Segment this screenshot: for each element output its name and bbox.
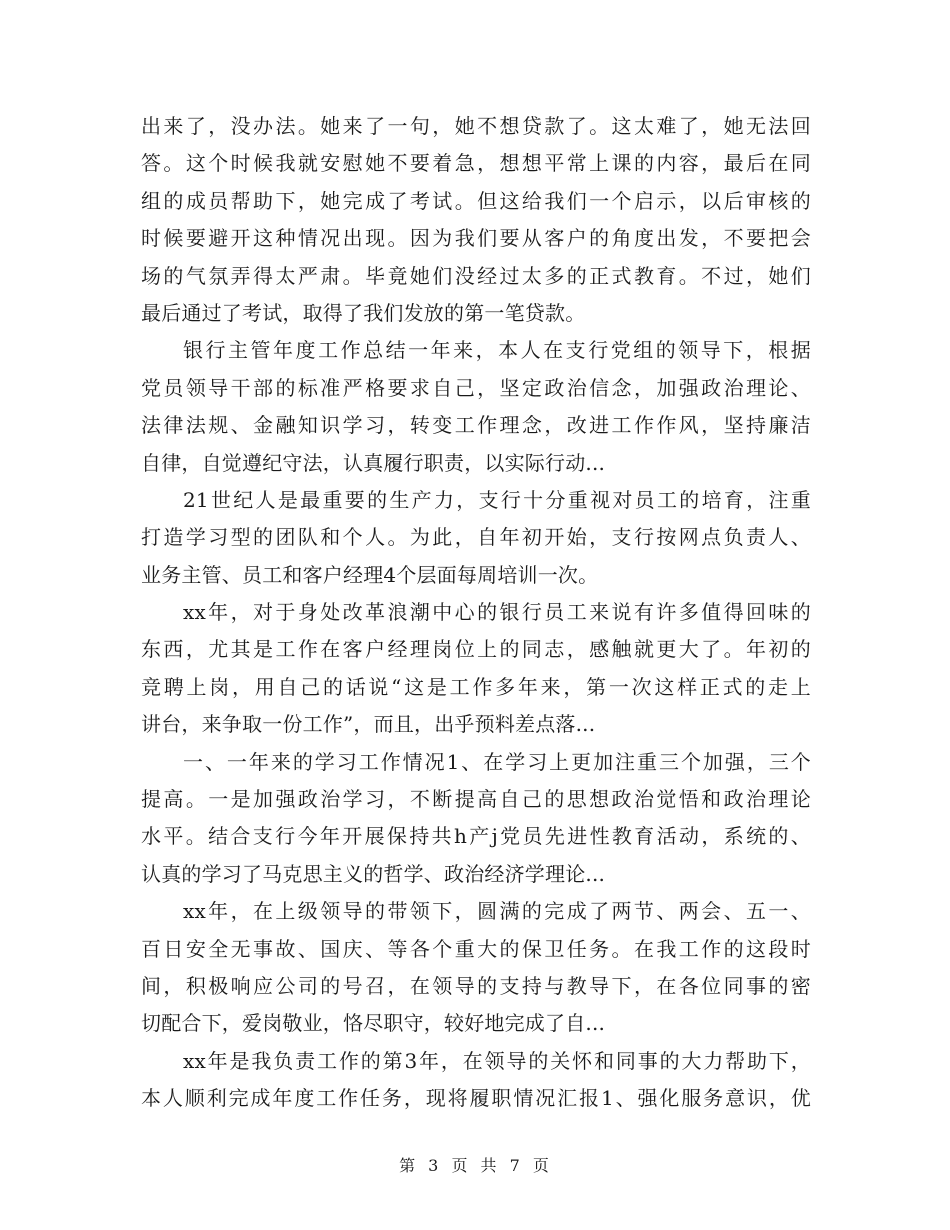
text-line: 法律法规、金融知识学习，转变工作理念，改进工作作风，坚持廉洁 — [141, 413, 811, 438]
text-line: 自律，自觉遵纪守法，认真履行职责，以实际行动... — [141, 450, 606, 475]
text-line: xx年是我负责工作的第3年，在领导的关怀和同事的大力帮助下， — [183, 1048, 811, 1073]
text-line: 东西，尤其是工作在客户经理岗位上的同志，感触就更大了。年初的 — [141, 637, 811, 662]
text-line: 打造学习型的团队和个人。为此，自年初开始，支行按网点负责人、 — [141, 525, 811, 550]
text-line: 讲台，来争取一份工作”，而且，出乎预料差点落... — [141, 712, 596, 737]
text-line: 水平。结合支行今年开展保持共h产j党员先进性教育活动，系统的、 — [141, 824, 811, 849]
text-line: 时候要避开这种情况出现。因为我们要从客户的角度出发，不要把会 — [141, 226, 811, 251]
text-line: 一、一年来的学习工作情况1、在学习上更加注重三个加强，三个 — [183, 749, 811, 774]
text-line: 组的成员帮助下，她完成了考试。但这给我们一个启示，以后审核的 — [141, 188, 811, 213]
text-line: 提高。一是加强政治学习，不断提高自己的思想政治觉悟和政治理论 — [141, 787, 811, 812]
text-line: 答。这个时候我就安慰她不要着急，想想平常上课的内容，最后在同 — [141, 151, 811, 176]
text-line: 认真的学习了马克思主义的哲学、政治经济学理论... — [141, 861, 606, 886]
text-line: 间，积极响应公司的号召，在领导的支持与教导下，在各位同事的密 — [141, 973, 811, 998]
paragraph — [141, 332, 811, 482]
text-line: 竞聘上岗，用自己的话说“这是工作多年来，第一次这样正式的走上 — [141, 674, 811, 699]
page-number-footer: 第 3 页 共 7 页 — [399, 1156, 551, 1175]
paragraph — [141, 482, 811, 594]
text-line: 最后通过了考试，取得了我们发放的第一笔贷款。 — [141, 300, 586, 325]
paragraph — [141, 893, 811, 1043]
text-line: xx年，对于身处改革浪潮中心的银行员工来说有许多值得回味的 — [183, 600, 811, 625]
text-line: 银行主管年度工作总结一年来，本人在支行党组的领导下，根据 — [183, 338, 811, 363]
text-line: 切配合下，爱岗敬业，恪尽职守，较好地完成了自... — [141, 1011, 606, 1036]
paragraph — [141, 108, 811, 332]
text-line: 场的气氛弄得太严肃。毕竟她们没经过太多的正式教育。不过，她们 — [141, 263, 811, 288]
text-line: 党员领导干部的标准严格要求自己，坚定政治信念，加强政治理论、 — [141, 375, 811, 400]
text-line: xx年，在上级领导的带领下，圆满的完成了两节、两会、五一、 — [183, 899, 811, 924]
text-line: 出来了，没办法。她来了一句，她不想贷款了。这太难了，她无法回 — [141, 114, 811, 138]
document-body — [141, 108, 811, 1118]
text-line: 21世纪人是最重要的生产力，支行十分重视对员工的培育，注重 — [183, 487, 811, 512]
text-line: 业务主管、员工和客户经理4个层面每周培训一次。 — [141, 562, 599, 587]
paragraph — [141, 744, 811, 894]
text-line: 本人顺利完成年度工作任务，现将履职情况汇报1、强化服务意识，优 — [141, 1086, 811, 1111]
text-line: 百日安全无事故、国庆、等各个重大的保卫任务。在我工作的这段时 — [141, 936, 811, 961]
paragraph — [141, 594, 811, 744]
paragraph — [141, 1043, 811, 1118]
